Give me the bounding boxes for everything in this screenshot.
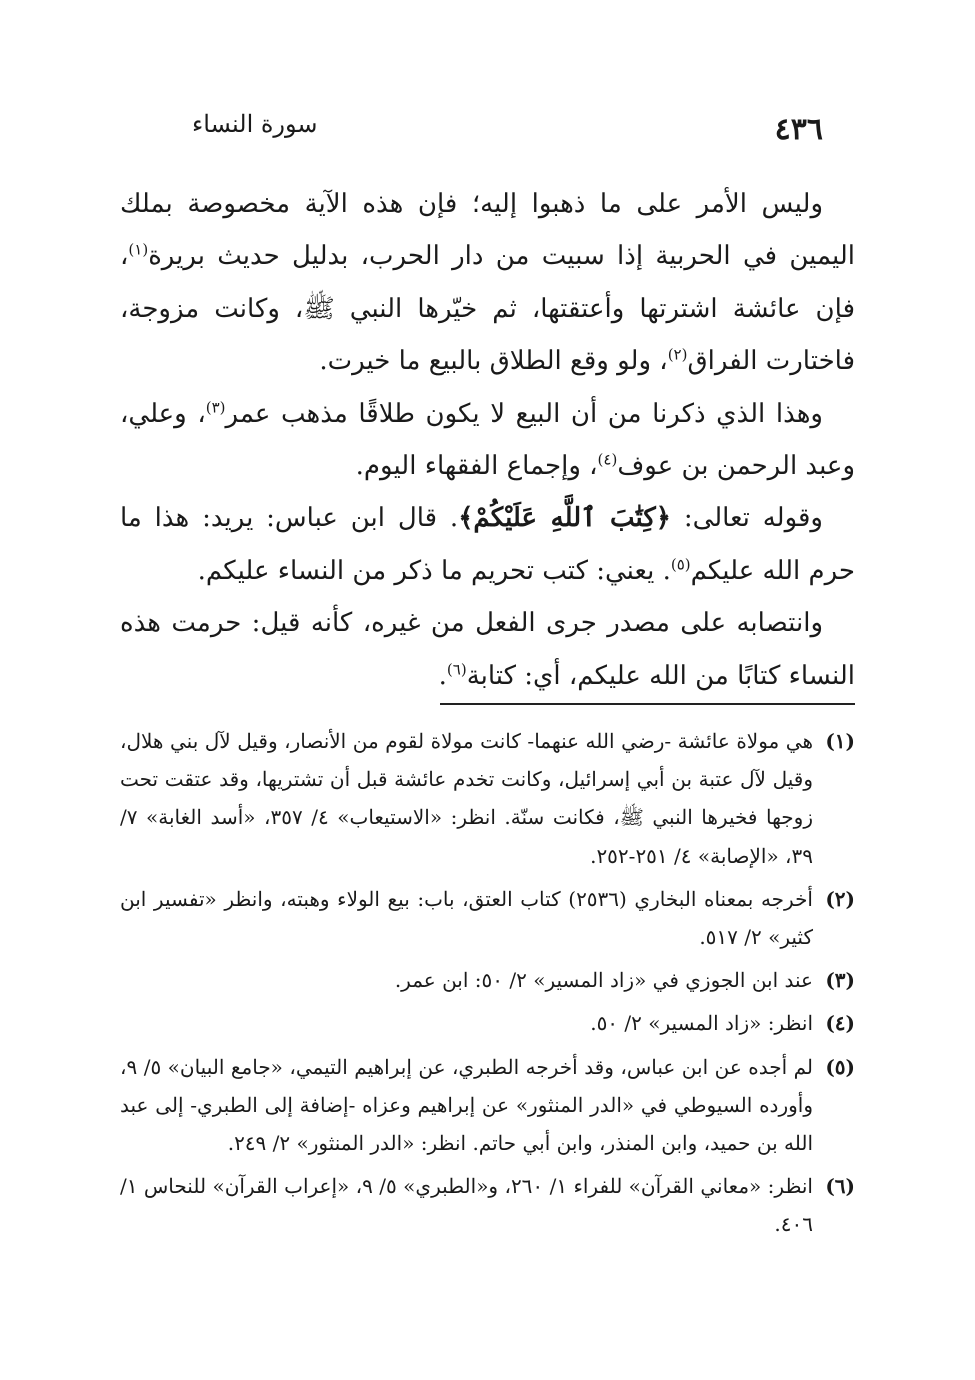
footnote-text: عند ابن الجوزي في «زاد المسير» ٢/ ٥٠: ابن عمر. [394, 968, 813, 993]
footnote-text: أخرجه بمعناه البخاري (٢٥٣٦) كتاب العتق، باب: بيع الولاء وهبته، وانظر «تفسير ابن كثير» ٢/ ٥١٧. [120, 886, 813, 950]
quran-verse: ﴿كِتَٰبَ ٱللَّهِ عَلَيْكُمْ﴾ [458, 503, 671, 534]
page-header [130, 108, 845, 148]
paragraph [120, 178, 855, 388]
footnote-number: (٥) [825, 1054, 855, 1079]
footnote-text: انظر: «معاني القرآن» للفراء ١/ ٢٦٠، و«الطبري» ٥/ ٩، «إعراب القرآن» للنحاس ١/ ٤٠٦. [120, 1174, 813, 1237]
footnote-text: انظر: «زاد المسير» ٢/ ٥٠. [590, 1011, 813, 1036]
text-run: وليس الأمر على ما ذهبوا إليه؛ فإن هذه الآية مخصوصة بملك اليمين في الحربية إذا سبيت من دار الحرب، بدليل حديث بريرة [120, 189, 855, 272]
footnote-ref: (٣) [205, 397, 226, 416]
footnote-number: (٣) [825, 968, 855, 993]
main-text [120, 178, 855, 702]
footnote-text: هي مولاة عائشة -رضي الله عنهما- كانت مولاة لقوم من الأنصار، وقيل لآل بني هلال، وقيل لآل عتبة بن أبي إسرائيل، وكانت تخدم عائشة قبل أن تشتريها، وقد عتقت تحت زوجها فخيرها النبي ﷺ، فكانت سنّة. انظر: «الاستيعاب» ٤/ ٣٥٧، «أسد الغابة» ٧/ ٣٩، «الإصابة» ٤/ ٢٥١-٢٥٢. [120, 729, 813, 868]
footnote [120, 880, 855, 956]
text-run: ، وعلي، وعبد الرحمن بن عوف [120, 398, 855, 482]
footnote-number: (٦) [825, 1174, 855, 1199]
footnote-separator [440, 703, 855, 705]
text-run: وقوله تعالى: [670, 503, 823, 534]
text-run: ، ولو وقع الطلاق بالبيع ما خيرت. [319, 346, 668, 377]
running-title: سورة النساء [192, 110, 318, 138]
footnote-ref: (٢) [667, 345, 688, 364]
page-number: ٤٣٦ [774, 112, 823, 147]
text-run: ، وإجماع الفقهاء اليوم. [355, 451, 598, 482]
text-run: . قال ابن عباس: يريد: هذا ما حرم الله عليكم [120, 503, 855, 586]
footnotes [120, 722, 855, 1249]
footnote-ref: (٦) [446, 660, 467, 678]
text-run: . [438, 660, 447, 691]
footnote [120, 961, 855, 999]
text-run: وهذا الذي ذكرنا من أن البيع لا يكون طلاقًا مذهب عمر [225, 398, 823, 429]
paragraph [120, 492, 855, 597]
footnote-ref: (٤) [597, 450, 618, 469]
footnote-text: لم أجده عن ابن عباس، وقد أخرجه الطبري، عن إبراهيم التيمي، «جامع البيان» ٥/ ٩، وأورده السيوطي في «الدر المنثور» عن إبراهيم وعزاه -إضافة إلى الطبري- إلى عبد الله بن حميد، وابن المنذر، وابن أبي حاتم. انظر: «الدر المنثور» ٢/ ٢٤٩. [120, 1054, 813, 1156]
footnote-number: (٤) [825, 1011, 855, 1036]
footnote [120, 1167, 855, 1243]
footnote-ref: (٥) [670, 555, 691, 574]
text-run: . يعني: كتب تحريم ما ذكر من النساء عليكم. [197, 555, 671, 586]
footnote-number: (٢) [825, 886, 855, 911]
footnote-ref: (١) [128, 240, 149, 259]
footnote [120, 722, 855, 875]
text-run: ، فإن عائشة اشترتها وأعتقتها، ثم خيّرها النبي ﷺ، وكانت مزوجة، فاختارت الفراق [120, 241, 855, 377]
text-run: وانتصابه على مصدر جرى الفعل من غيره، كأنه قيل: حرمت هذه النساء كتابًا من الله عليكم، أي: كتابة [120, 608, 855, 691]
paragraph [120, 388, 855, 493]
footnote [120, 1004, 855, 1042]
footnote [120, 1048, 855, 1163]
paragraph [120, 597, 855, 702]
footnote-number: (١) [825, 729, 855, 753]
